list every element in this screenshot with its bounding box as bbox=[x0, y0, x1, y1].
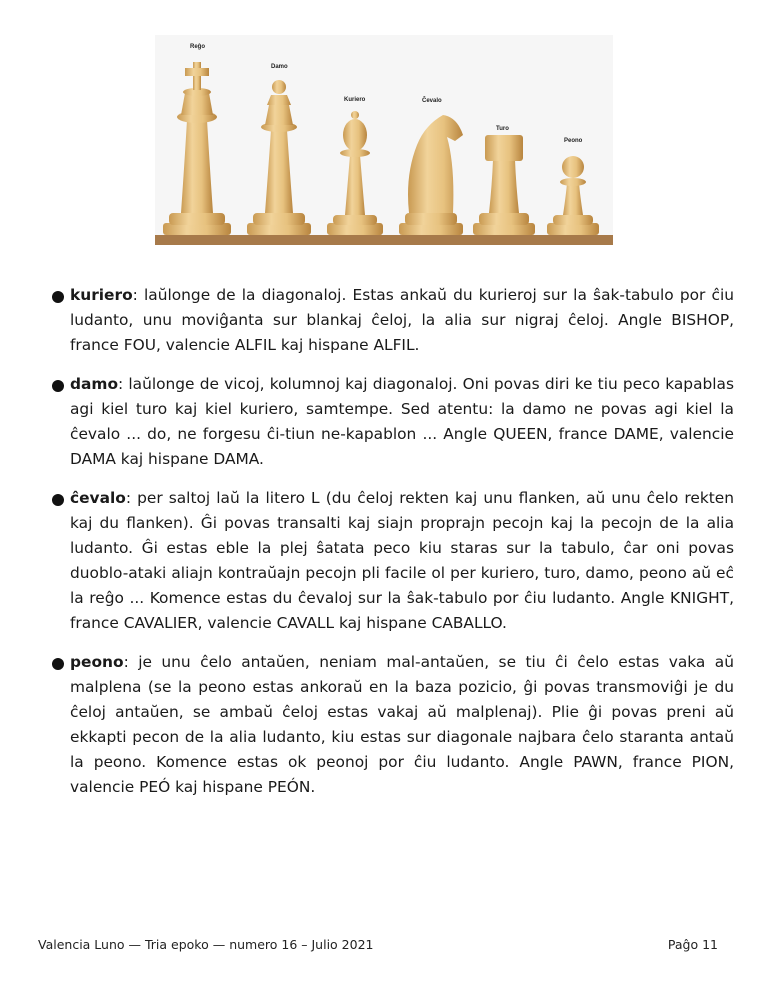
entry-text: : per saltoj laŭ la litero L (du ĉeloj rekten kaj unu flanken, aŭ unu ĉelo rekten kaj du flanken). Ĝi povas transalti kaj siajn proprajn pecojn kaj la pecojn de la alia ludanto. Ĝi estas eble la plej ŝatata peco kiu staras sur la tabulo, ĉar oni povas duoblo-ataki aliajn kontraŭajn pecojn pli facile ol per kuriero, turo, damo, peono aŭ eĉ la reĝo ... Komence estas du ĉevaloj sur la ŝak-tabulo por ĉiu ludanto. Angle KNIGHT, france CAVALIER, valencie CAVALL kaj hispane CABALLO. bbox=[70, 489, 734, 632]
piece-descriptions bbox=[52, 283, 734, 814]
footer-page-number: Paĝo 11 bbox=[667, 937, 718, 952]
entry-peono bbox=[52, 650, 734, 800]
entry-term: ĉevalo bbox=[70, 489, 126, 507]
bullet-icon bbox=[52, 494, 64, 506]
knight-piece bbox=[399, 115, 463, 235]
entry-kuriero bbox=[52, 283, 734, 358]
footer-publication: Valencia Luno — Tria epoko — numero 16 – Julio 2021 bbox=[38, 937, 374, 952]
pawn-piece bbox=[547, 156, 599, 235]
entry-text: : laŭlonge de vicoj, kolumnoj kaj diagonaloj. Oni povas diri ke tiu peco kapablas agi kiel turo kaj kiel kuriero, samtempe. Sed atentu: la damo ne povas agi kiel la ĉevalo ... do, ne forgesu ĉi-tiun ne-kapablon ... Angle QUEEN, france DAME, valencie DAMA kaj hispane DAMA. bbox=[70, 375, 734, 468]
label-king: Reĝo bbox=[190, 44, 205, 50]
rook-piece bbox=[473, 135, 535, 235]
entry-cevalo bbox=[52, 486, 734, 636]
chess-pieces-figure bbox=[155, 35, 613, 245]
label-rook: Turo bbox=[496, 126, 509, 132]
entry-term: damo bbox=[70, 375, 119, 393]
entry-text: : laŭlonge de la diagonaloj. Estas ankaŭ du kurieroj sur la ŝak-tabulo por ĉiu ludanto, unu moviĝanta sur blankaj ĉeloj, la alia sur nigraj ĉeloj. Angle BISHOP, france FOU, valencie ALFIL kaj hispane ALFIL. bbox=[70, 286, 734, 354]
bishop-piece bbox=[327, 111, 383, 235]
bullet-icon bbox=[52, 291, 64, 303]
entry-text: : je unu ĉelo antaŭen, neniam mal-antaŭen, se tiu ĉi ĉelo estas vaka aŭ malplena (se la peono estas ankoraŭ en la baza pozicio, ĝi povas transmoviĝi je du ĉeloj antaŭen, se ambaŭ ĉeloj estas vakaj aŭ malplenaj). Plie ĝi povas preni aŭ ekkapti pecon de la alia ludanto, kiu estas sur diagonale najbara ĉelo staranta antaŭ la peono. Komence estas ok peonoj por ĉiu ludanto. Angle PAWN, france PION, valencie PEÓ kaj hispane PEÓN. bbox=[70, 653, 734, 796]
entry-term: kuriero bbox=[70, 286, 133, 304]
label-queen: Damo bbox=[271, 64, 288, 70]
label-knight: Ĉevalo bbox=[422, 98, 442, 104]
chess-pieces-illustration bbox=[155, 35, 613, 245]
label-bishop: Kuriero bbox=[344, 97, 366, 103]
board-edge bbox=[155, 235, 613, 245]
bullet-icon bbox=[52, 380, 64, 392]
label-pawn: Peono bbox=[564, 138, 583, 144]
entry-damo bbox=[52, 372, 734, 472]
king-piece bbox=[163, 62, 231, 235]
entry-term: peono bbox=[70, 653, 124, 671]
queen-piece bbox=[247, 80, 311, 235]
bullet-icon bbox=[52, 658, 64, 670]
